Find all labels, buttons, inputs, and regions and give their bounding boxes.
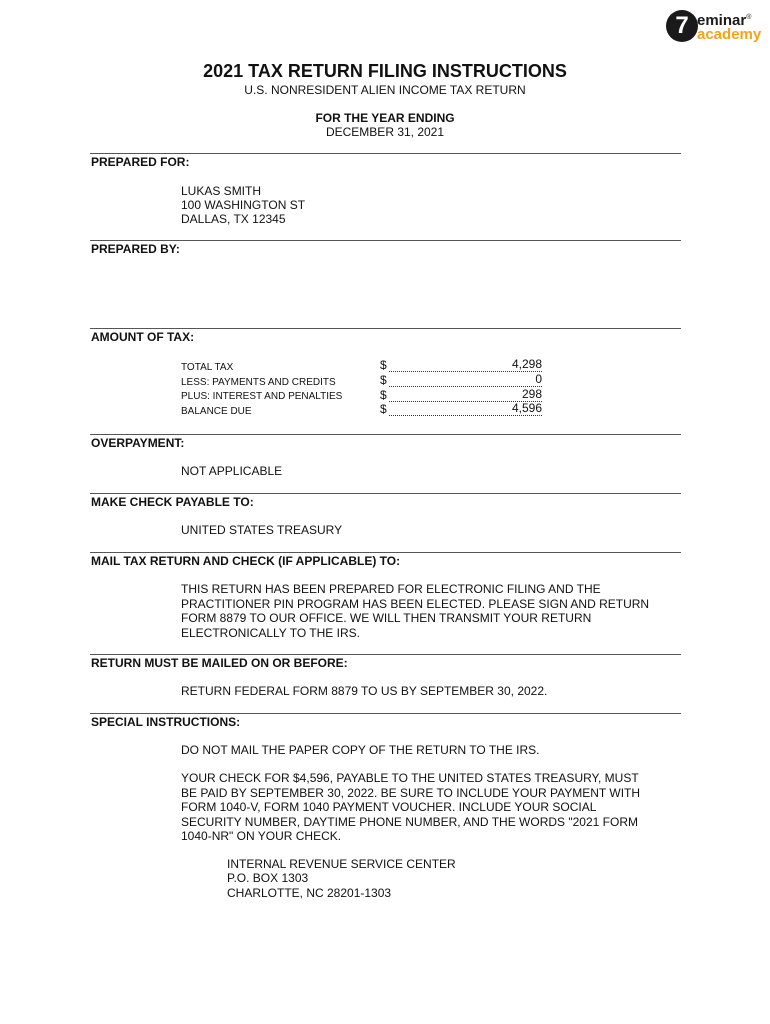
mail-by-heading: RETURN MUST BE MAILED ON OR BEFORE: [91, 656, 348, 670]
tax-row-label: BALANCE DUE [181, 406, 252, 417]
mail-to-line: ELECTRONICALLY TO THE IRS. [181, 626, 360, 640]
tax-row-amount: 4,298 [389, 358, 542, 372]
logo-word-1: eminar [697, 12, 747, 29]
section-divider [90, 153, 681, 154]
tax-row-amount: 298 [389, 388, 542, 402]
brand-logo [666, 8, 766, 44]
irs-address-line: CHARLOTTE, NC 28201-1303 [227, 886, 392, 900]
special-instructions-line: FORM 1040-V, FORM 1040 PAYMENT VOUCHER. INCLUDE YOUR SOCIAL [181, 800, 597, 814]
logo-badge-icon: 7 [666, 10, 698, 42]
client-city: DALLAS, TX 12345 [181, 212, 286, 226]
tax-row-currency: $ [380, 373, 387, 387]
special-instructions-line: 1040-NR" ON YOUR CHECK. [181, 829, 342, 843]
year-ending-date: DECEMBER 31, 2021 [325, 125, 445, 139]
tax-row-label: TOTAL TAX [181, 362, 234, 373]
logo-registered-mark: ® [746, 14, 752, 21]
section-divider [90, 552, 681, 553]
logo-word-2: academy [697, 26, 762, 43]
section-divider [90, 493, 681, 494]
irs-address-line: P.O. BOX 1303 [227, 871, 309, 885]
tax-row-label: PLUS: INTEREST AND PENALTIES [181, 391, 343, 402]
year-ending-label: FOR THE YEAR ENDING [315, 111, 455, 125]
tax-row-amount: 4,596 [389, 402, 542, 416]
section-divider [90, 654, 681, 655]
special-instructions-line: YOUR CHECK FOR $4,596, PAYABLE TO THE UNITED STATES TREASURY, MUST [181, 771, 639, 785]
special-instructions-line: BE PAID BY SEPTEMBER 30, 2022. BE SURE TO INCLUDE YOUR PAYMENT WITH [181, 786, 641, 800]
special-instructions-para: DO NOT MAIL THE PAPER COPY OF THE RETURN TO THE IRS. [181, 743, 540, 757]
client-street: 100 WASHINGTON ST [181, 198, 306, 212]
overpayment-heading: OVERPAYMENT: [91, 436, 185, 450]
check-payable-text: UNITED STATES TREASURY [181, 523, 343, 537]
tax-row-currency: $ [380, 358, 387, 372]
check-payable-heading: MAKE CHECK PAYABLE TO: [91, 495, 254, 509]
special-instructions-line: SECURITY NUMBER, DAYTIME PHONE NUMBER, AND THE WORDS "2021 FORM [181, 815, 638, 829]
client-name: LUKAS SMITH [181, 184, 262, 198]
section-divider [90, 328, 681, 329]
overpayment-text: NOT APPLICABLE [181, 464, 283, 478]
special-instructions-heading: SPECIAL INSTRUCTIONS: [91, 715, 241, 729]
mail-to-line: THIS RETURN HAS BEEN PREPARED FOR ELECTRONIC FILING AND THE [181, 582, 601, 596]
tax-row-currency: $ [380, 402, 387, 416]
mail-to-line: FORM 8879 TO OUR OFFICE. WE WILL THEN TRANSMIT YOUR RETURN [181, 611, 592, 625]
prepared-by-heading: PREPARED BY: [91, 242, 180, 256]
section-divider [90, 434, 681, 435]
amount-of-tax-heading: AMOUNT OF TAX: [91, 330, 195, 344]
section-divider [90, 240, 681, 241]
section-divider [90, 713, 681, 714]
irs-address-line: INTERNAL REVENUE SERVICE CENTER [227, 857, 456, 871]
mail-by-text: RETURN FEDERAL FORM 8879 TO US BY SEPTEMBER 30, 2022. [181, 684, 548, 698]
logo-wordmark [697, 11, 761, 42]
tax-row-amount: 0 [389, 373, 542, 387]
tax-row-label: LESS: PAYMENTS AND CREDITS [181, 377, 336, 388]
document-title: 2021 TAX RETURN FILING INSTRUCTIONS [203, 61, 567, 81]
mail-to-heading: MAIL TAX RETURN AND CHECK (IF APPLICABLE) TO: [91, 554, 401, 568]
document-subtitle: U.S. NONRESIDENT ALIEN INCOME TAX RETURN [244, 83, 526, 97]
tax-row-currency: $ [380, 388, 387, 402]
mail-to-line: PRACTITIONER PIN PROGRAM HAS BEEN ELECTED. PLEASE SIGN AND RETURN [181, 597, 650, 611]
prepared-for-heading: PREPARED FOR: [91, 155, 190, 169]
